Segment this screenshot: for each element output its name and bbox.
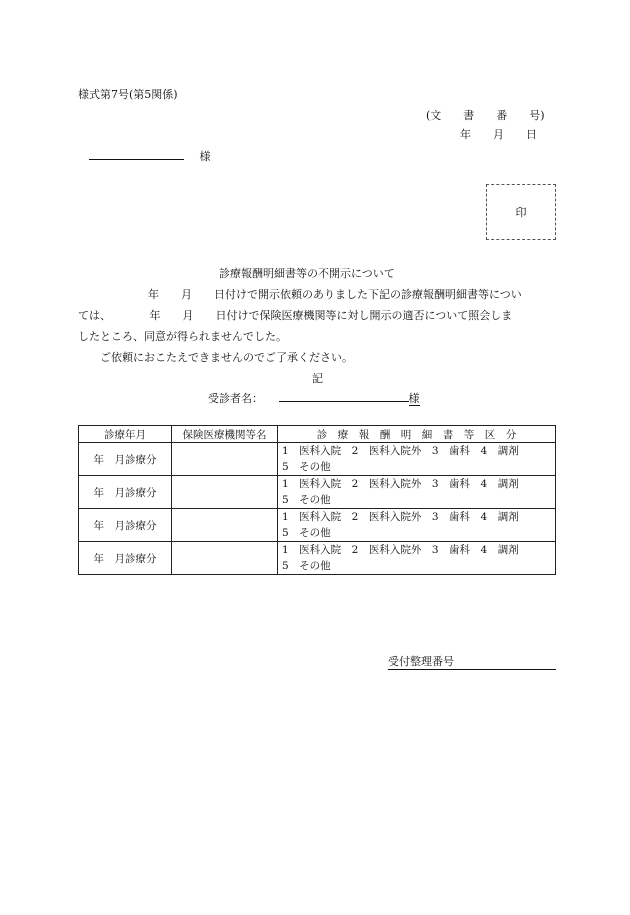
category-line-2: 5 その他	[282, 494, 331, 506]
claims-table	[78, 425, 556, 575]
addressee	[89, 147, 211, 164]
category-line-1: 1 医科入院 2 医科入院外 3 歯科 4 調剤	[282, 478, 519, 490]
header-month: 診療年月	[79, 426, 172, 443]
patient-label: 受診者名：	[208, 392, 263, 405]
issue-date: 年 月 日	[460, 128, 537, 141]
patient-suffix: 様	[408, 392, 420, 405]
row-month: 年 月診療分	[79, 476, 172, 509]
body-line-4: ご依頼におこたえできませんのでご了承ください。	[100, 351, 353, 364]
patient-name-line	[208, 389, 420, 406]
addressee-blank	[89, 147, 184, 160]
form-number: 様式第7号(第5関係)	[78, 88, 178, 101]
row-category	[278, 542, 556, 575]
row-institution[interactable]	[172, 476, 278, 509]
seal-label: 印	[515, 206, 527, 219]
header-category: 診 療 報 酬 明 細 書 等 区 分	[278, 426, 556, 443]
category-line-1: 1 医科入院 2 医科入院外 3 歯科 4 調剤	[282, 544, 519, 556]
category-line-2: 5 その他	[282, 527, 331, 539]
row-month: 年 月診療分	[79, 443, 172, 476]
row-month: 年 月診療分	[79, 542, 172, 575]
table-row	[79, 476, 556, 509]
addressee-suffix: 様	[199, 150, 211, 163]
table-header-row	[79, 426, 556, 443]
document-number: (文 書 番 号)	[426, 109, 545, 122]
row-category	[278, 509, 556, 542]
body-line-1: 年 月 日付けで開示依頼のありました下記の診療報酬明細書等につい	[148, 288, 522, 301]
row-category	[278, 443, 556, 476]
row-month: 年 月診療分	[79, 509, 172, 542]
header-institution: 保険医療機関等名	[172, 426, 278, 443]
receipt-number-line	[388, 653, 556, 670]
seal-box	[486, 184, 556, 240]
row-institution[interactable]	[172, 542, 278, 575]
table-row	[79, 542, 556, 575]
body-line-2: ては、 年 月 日付けで保険医療機関等に対し開示の適否について照会しま	[78, 309, 513, 322]
category-line-2: 5 その他	[282, 560, 331, 572]
category-line-1: 1 医科入院 2 医科入院外 3 歯科 4 調剤	[282, 445, 519, 457]
ki-heading: 記	[312, 372, 323, 385]
table-row	[79, 443, 556, 476]
document-title: 診療報酬明細書等の不開示について	[219, 267, 395, 280]
row-institution[interactable]	[172, 509, 278, 542]
receipt-number-label: 受付整理番号	[388, 655, 454, 668]
category-line-1: 1 医科入院 2 医科入院外 3 歯科 4 調剤	[282, 511, 519, 523]
row-institution[interactable]	[172, 443, 278, 476]
body-line-3: したところ、同意が得られませんでした。	[78, 330, 287, 343]
patient-blank	[279, 389, 409, 402]
row-category	[278, 476, 556, 509]
table-row	[79, 509, 556, 542]
category-line-2: 5 その他	[282, 461, 331, 473]
